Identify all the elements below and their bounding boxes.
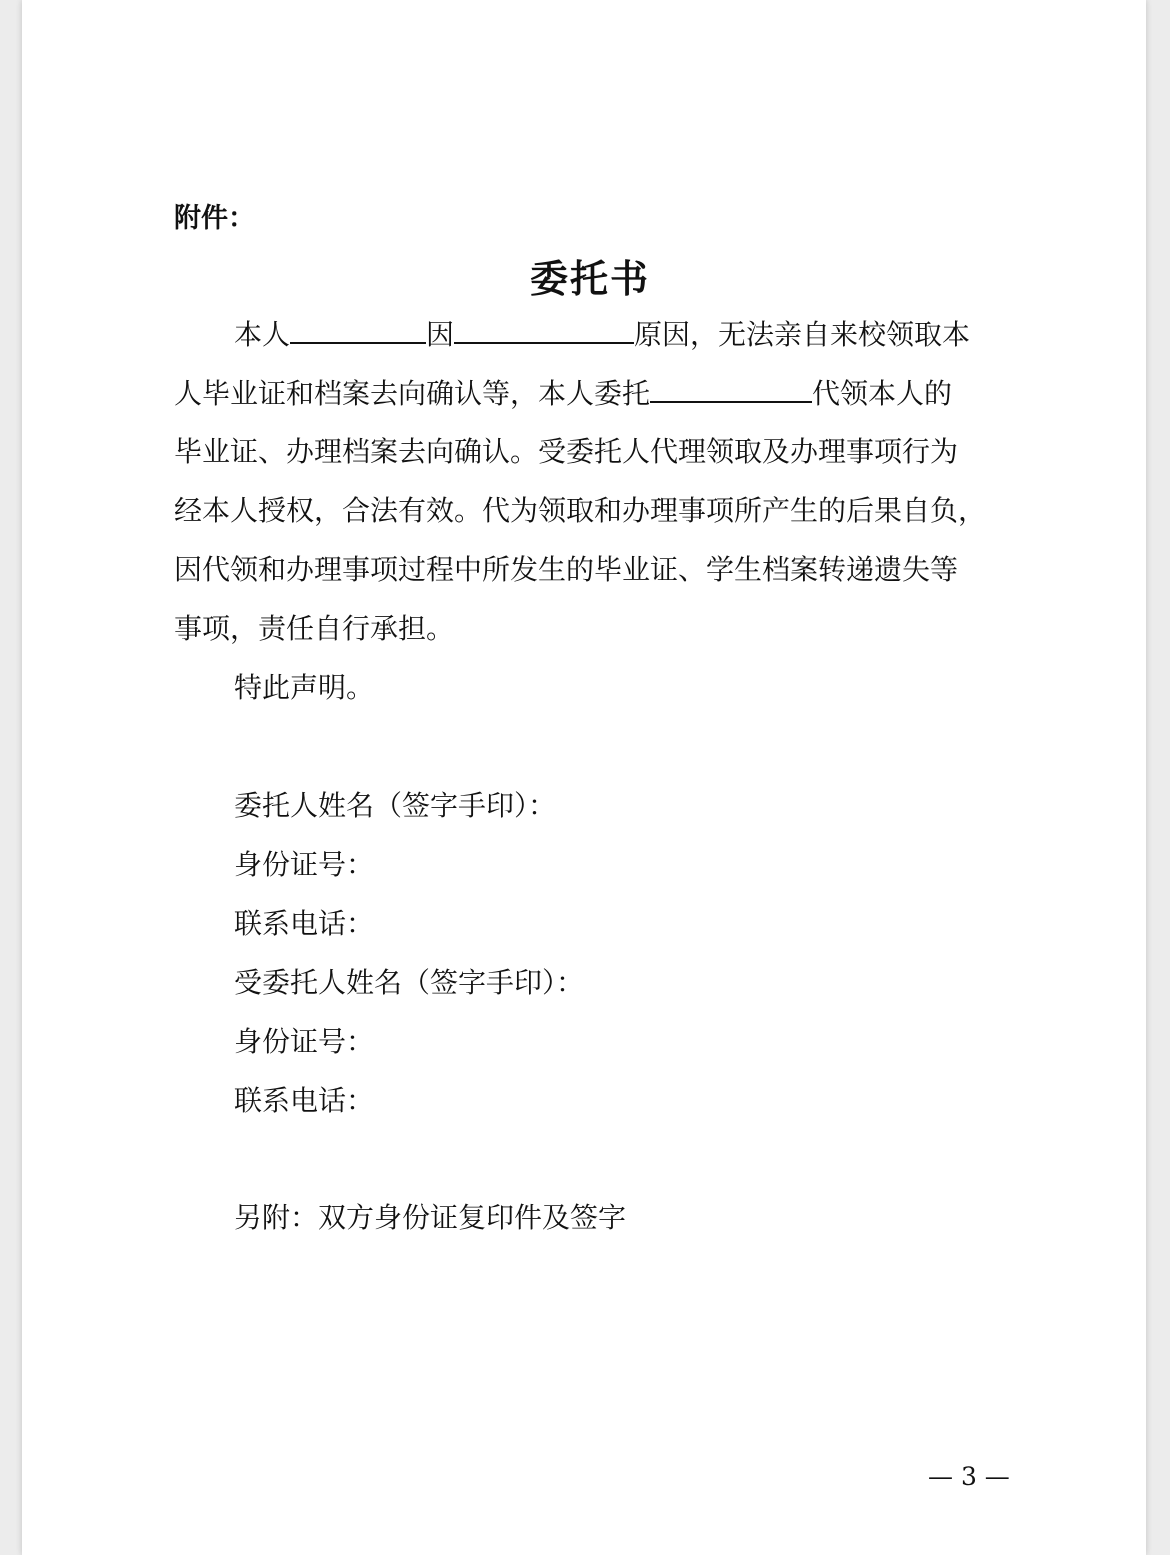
agent-id-field: 身份证号： [234,1025,375,1058]
body-text: 原因，无法亲自来校领取本 [634,318,971,351]
declaration: 特此声明。 [234,671,375,704]
attachment-note: 另附：双方身份证复印件及签字 [234,1201,627,1234]
document-title: 委托书 [529,256,650,301]
principal-phone-field: 联系电话： [234,907,375,940]
principal-id-field: 身份证号： [234,848,375,881]
principal-name-field: 委托人姓名（签字手印）： [234,789,557,822]
document-page [22,0,1146,1555]
body-text: 本人 [234,318,291,351]
agent-name-field: 受委托人姓名（签字手印）： [234,966,585,999]
body-text: 人毕业证和档案去向确认等，本人委托 [174,377,651,410]
body-line-1 [234,314,970,355]
body-line-2 [174,373,952,414]
body-text: 代领本人的 [812,377,953,410]
body-text: 因 [426,318,455,351]
page-number: — 3 — [928,1462,1010,1491]
body-line-3: 毕业证、办理档案去向确认。受委托人代理领取及办理事项行为 [174,435,959,468]
agent-blank [650,373,812,403]
body-line-6: 事项，责任自行承担。 [174,612,455,645]
attachment-label: 附件： [174,203,255,234]
agent-phone-field: 联系电话： [234,1084,375,1117]
name-blank [290,314,426,344]
body-line-4: 经本人授权，合法有效。代为领取和办理事项所产生的后果自负， [174,494,987,527]
body-line-5: 因代领和办理事项过程中所发生的毕业证、学生档案转递遗失等 [174,553,959,586]
reason-blank [454,314,634,344]
